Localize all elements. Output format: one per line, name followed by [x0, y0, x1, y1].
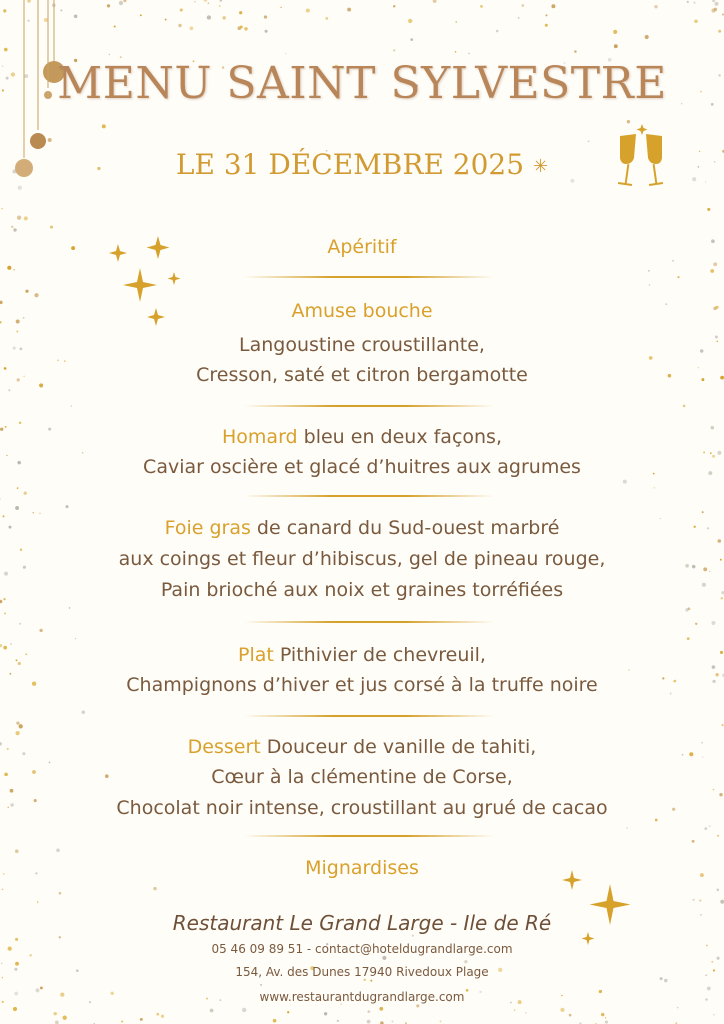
divider: [244, 835, 494, 837]
confetti-dot: [614, 44, 618, 48]
confetti-dot: [672, 260, 674, 262]
confetti-dot: [687, 1, 689, 3]
confetti-dot: [545, 24, 548, 27]
confetti-dot: [649, 284, 650, 285]
confetti-dot: [109, 54, 111, 56]
confetti-dot: [705, 181, 706, 182]
confetti-dot: [17, 216, 21, 220]
confetti-dot: [710, 269, 714, 273]
plat-line-1: [0, 640, 724, 670]
plat-highlight: Plat: [238, 644, 274, 666]
confetti-dot: [455, 51, 457, 53]
homard-highlight: Homard: [222, 426, 298, 448]
confetti-dot: [496, 30, 499, 33]
confetti-dot: [207, 15, 211, 19]
confetti-dot: [222, 16, 225, 19]
confetti-dot: [306, 9, 310, 13]
website-link[interactable]: www.restaurantdugrandlarge.com: [259, 990, 465, 1004]
confetti-dot: [367, 1020, 371, 1024]
dessert-rest: Douceur de vanille de tahiti,: [260, 736, 537, 758]
confetti-dot: [692, 899, 694, 901]
confetti-dot: [180, 8, 183, 11]
homard-rest: bleu en deux façons,: [297, 426, 502, 448]
confetti-dot: [711, 961, 713, 963]
confetti-dot: [165, 19, 167, 21]
confetti-dot: [654, 487, 655, 488]
menu-date: [0, 148, 724, 181]
confetti-dot: [391, 1020, 393, 1022]
confetti-dot: [713, 262, 717, 266]
confetti-dot: [709, 825, 711, 827]
confetti-dot: [265, 30, 268, 33]
confetti-dot: [242, 1008, 246, 1012]
confetti-dot: [707, 208, 710, 211]
confetti-dot: [13, 228, 16, 231]
confetti-dot: [717, 957, 720, 960]
confetti-dot: [1, 963, 3, 965]
amuse-line-1: Langoustine croustillante,: [239, 334, 485, 356]
foie-line-1: [0, 513, 724, 543]
confetti-dot: [240, 26, 243, 29]
confetti-dot: [367, 1010, 370, 1013]
confetti-dot: [677, 276, 679, 278]
confetti-dot: [605, 1017, 606, 1018]
confetti-dot: [664, 979, 668, 983]
confetti-dot: [140, 1018, 143, 1021]
confetti-dot: [521, 4, 524, 7]
confetti-dot: [11, 226, 13, 228]
confetti-dot: [210, 1009, 214, 1013]
confetti-dot: [720, 900, 724, 904]
confetti-dot: [15, 938, 18, 941]
confetti-dot: [50, 226, 53, 229]
confetti-dot: [699, 900, 701, 902]
confetti-dot: [722, 724, 724, 726]
confetti-dot: [382, 956, 386, 960]
foie-line-3: Pain brioché aux noix et graines torréfiées: [160, 579, 564, 601]
confetti-dot: [40, 986, 43, 989]
confetti-dot: [717, 835, 719, 837]
restaurant-name: Restaurant Le Grand Large - Ile de Ré: [172, 911, 552, 935]
confetti-dot: [704, 827, 707, 830]
confetti-dot: [59, 936, 61, 938]
confetti-dot: [464, 960, 467, 963]
divider: [244, 495, 494, 497]
confetti-dot: [37, 901, 39, 903]
confetti-dot: [379, 1007, 383, 1011]
divider: [244, 621, 494, 623]
confetti-dot: [688, 607, 691, 610]
confetti-dot: [694, 20, 698, 24]
confetti-dot: [514, 1009, 515, 1010]
amuse-line-2: Cresson, saté et citron bergamotte: [196, 364, 528, 386]
confetti-dot: [2, 888, 4, 890]
confetti-dot: [189, 26, 193, 30]
confetti-dot: [601, 1013, 604, 1016]
confetti-dot: [393, 5, 395, 7]
confetti-dot: [440, 1021, 442, 1023]
contact-info: 05 46 09 89 51 - contact@hoteldugrandlarge.com: [211, 942, 513, 956]
confetti-dot: [574, 50, 577, 53]
confetti-dot: [54, 1012, 57, 1015]
divider: [244, 276, 494, 278]
confetti-dot: [713, 1014, 715, 1016]
confetti-dot: [0, 498, 1, 499]
dessert-highlight: Dessert: [187, 736, 261, 758]
dessert-line-3: Chocolat noir intense, croustillant au grué de cacao: [116, 797, 608, 819]
confetti-dot: [626, 827, 628, 829]
confetti-dot: [264, 15, 267, 18]
confetti-dot: [219, 5, 221, 7]
confetti-dot: [121, 1021, 123, 1023]
confetti-dot: [280, 7, 281, 8]
confetti-dot: [69, 607, 70, 608]
confetti-dot: [546, 14, 548, 16]
confetti-dot: [13, 269, 14, 270]
sparkle-star-icon: ✳: [532, 156, 549, 177]
confetti-dot: [82, 710, 85, 713]
confetti-dot: [714, 2, 718, 6]
amuse-heading: Amuse bouche: [291, 300, 433, 322]
confetti-dot: [161, 1015, 164, 1018]
confetti-dot: [716, 888, 719, 891]
confetti-dot: [71, 405, 72, 406]
confetti-dot: [588, 140, 590, 142]
confetti-dot: [480, 5, 483, 8]
confetti-dot: [645, 35, 649, 39]
foie-rest: de canard du Sud-ouest marbré: [250, 517, 560, 539]
confetti-dot: [692, 840, 695, 843]
confetti-dot: [66, 505, 69, 508]
confetti-dot: [518, 17, 520, 19]
confetti-dot: [712, 0, 715, 2]
plat-rest: Pithivier de chevreuil,: [273, 644, 486, 666]
mignardises-heading: Mignardises: [305, 857, 419, 879]
confetti-dot: [683, 405, 686, 408]
confetti-dot: [551, 4, 555, 8]
confetti-dot: [324, 1012, 327, 1015]
confetti-dot: [178, 24, 181, 27]
confetti-dot: [63, 1016, 67, 1020]
homard-line-2: Caviar oscière et glacé d’huitres aux agrumes: [143, 456, 581, 478]
confetti-dot: [4, 612, 6, 614]
confetti-dot: [1, 208, 3, 210]
confetti-dot: [718, 30, 721, 33]
confetti-dot: [208, 2, 209, 3]
confetti-dot: [102, 124, 106, 128]
confetti-dot: [260, 984, 262, 986]
confetti-dot: [7, 266, 11, 270]
confetti-dot: [220, 0, 223, 2]
confetti-dot: [119, 1, 123, 5]
confetti-dot: [123, 0, 126, 2]
confetti-dot: [114, 25, 116, 27]
menu-date-text: LE 31 DÉCEMBRE 2025: [175, 148, 525, 181]
confetti-dot: [39, 629, 42, 632]
dessert-line-2: Cœur à la clémentine de Corse,: [211, 766, 513, 788]
confetti-dot: [156, 1013, 159, 1016]
confetti-dot: [34, 293, 38, 297]
confetti-dot: [19, 724, 23, 728]
homard-line-1: [0, 422, 724, 452]
foie-highlight: Foie gras: [164, 517, 251, 539]
confetti-dot: [337, 1020, 339, 1022]
dessert-line-1: [0, 732, 724, 762]
confetti-dot: [712, 621, 716, 625]
address: 154, Av. des Dunes 17940 Rivedoux Plage: [235, 965, 489, 979]
confetti-dot: [107, 4, 110, 7]
confetti-dot: [285, 53, 287, 55]
confetti-dot: [364, 979, 366, 981]
confetti-dot: [15, 506, 19, 510]
confetti-dot: [287, 1011, 289, 1013]
confetti-dot: [74, 14, 78, 18]
divider: [244, 405, 494, 407]
confetti-dot: [677, 1007, 679, 1009]
menu-title: MENU SAINT SYLVESTRE: [57, 58, 667, 109]
confetti-dot: [325, 17, 328, 20]
confetti-dot: [56, 849, 60, 853]
confetti-dot: [17, 487, 19, 489]
confetti-dot: [560, 1008, 564, 1012]
confetti-dot: [393, 49, 395, 51]
confetti-dot: [525, 1012, 527, 1014]
confetti-dot: [16, 722, 19, 725]
confetti-dot: [370, 980, 372, 982]
confetti-dot: [569, 1014, 572, 1017]
confetti-dot: [693, 2, 695, 4]
confetti-dot: [416, 1004, 419, 1007]
foie-line-2: aux coings et fleur d’hibiscus, gel de pineau rouge,: [118, 548, 606, 570]
confetti-dot: [613, 30, 617, 34]
confetti-dot: [153, 887, 157, 891]
plat-line-2: Champignons d’hiver et jus corsé à la truffe noire: [126, 674, 598, 696]
confetti-dot: [433, 0, 437, 3]
confetti-dot: [13, 1007, 17, 1011]
confetti-dot: [140, 14, 142, 16]
confetti-dot: [19, 623, 21, 625]
confetti-dot: [468, 53, 469, 54]
confetti-dot: [239, 11, 242, 14]
confetti-dot: [3, 9, 6, 12]
confetti-dot: [605, 1021, 608, 1024]
confetti-dot: [244, 27, 247, 30]
confetti-dot: [648, 270, 650, 272]
confetti-dot: [711, 9, 715, 13]
divider: [244, 715, 494, 717]
confetti-dot: [273, 1019, 277, 1023]
aperitif-heading: Apéritif: [327, 236, 397, 258]
confetti-dot: [347, 8, 351, 12]
confetti-dot: [23, 491, 26, 494]
confetti-dot: [15, 849, 19, 853]
confetti-dot: [204, 0, 208, 2]
confetti-dot: [194, 1, 196, 3]
confetti-dot: [410, 38, 413, 41]
confetti-dot: [695, 623, 697, 625]
confetti-dot: [25, 290, 28, 293]
confetti-dot: [59, 892, 62, 895]
confetti-dot: [408, 19, 412, 23]
confetti-dot: [455, 21, 457, 23]
confetti-dot: [24, 216, 28, 220]
confetti-dot: [654, 5, 657, 8]
confetti-dot: [55, 1021, 59, 1024]
